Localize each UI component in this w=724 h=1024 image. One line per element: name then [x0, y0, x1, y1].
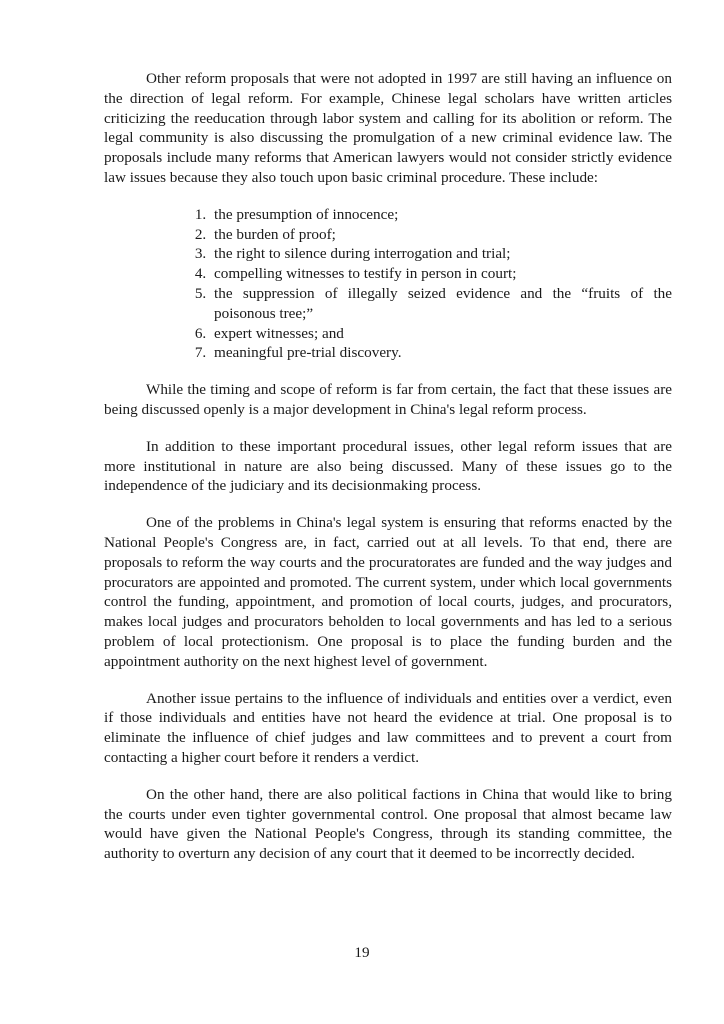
- paragraph-verdict-influence: Another issue pertains to the influence of individuals and entities over a verdict, even if those individuals and entities have not heard the evidence at trial. One proposal is to eliminate the influence of chief judges and law committees and to prevent a court from contacting a higher court before it renders a verdict.: [104, 689, 672, 766]
- list-item: 3. the right to silence during interrogation and trial;: [210, 244, 672, 264]
- paragraph-timing-scope: While the timing and scope of reform is far from certain, the fact that these issues are being discussed openly is a major development in China's legal reform process.: [104, 381, 672, 418]
- paragraph-reform-proposals: Other reform proposals that were not adopted in 1997 are still having an influence on the direction of legal reform. For example, Chinese legal scholars have written articles criticizing the reeducation through labor system and calling for its abolition or reform. The legal community is also discussing the promulgation of a new criminal evidence law. The proposals include many reforms that American lawyers would not consider strictly evidence law issues because they also touch upon basic criminal procedure. These include:: [104, 70, 672, 186]
- paragraph-institutional-issues: In addition to these important procedural issues, other legal reform issues that are more institutional in nature are also being discussed. Many of these issues go to the independence of the judiciary and its decisionmaking process.: [104, 437, 672, 495]
- list-item: 6. expert witnesses; and: [210, 324, 672, 344]
- paragraph-political-factions: On the other hand, there are also political factions in China that would like to bring the courts under even tighter governmental control. One proposal that almost became law would have given the National People's Congress, through its standing committee, the authority to overturn any decision of any court that it deemed to be incorrectly decided.: [104, 785, 672, 863]
- list-item: 1. the presumption of innocence;: [210, 205, 672, 225]
- list-item: 2. the burden of proof;: [210, 225, 672, 245]
- list-item: 7. meaningful pre-trial discovery.: [210, 343, 672, 363]
- paragraph-local-protectionism: One of the problems in China's legal system is ensuring that reforms enacted by the National People's Congress are, in fact, carried out at all levels. To that end, there are proposals to reform the way courts and the procuratorates are funded and the way judges and procurators are appointed and promoted. The current system, under which local governments control the funding, appointment, and promotion of local courts, judges, and procurators, makes local judges and procurators beholden to local governments and has led to a serious problem of local protectionism. One proposal is to place the funding burden and the appointment authority on the next highest level of government.: [104, 514, 672, 670]
- page-body: [104, 69, 672, 881]
- list-item: 4. compelling witnesses to testify in person in court;: [210, 264, 672, 284]
- page-number: 19: [354, 944, 370, 961]
- evidence-reform-list: [104, 205, 672, 363]
- list-item: 5. the suppression of illegally seized evidence and the “fruits of the poisonous tree;”: [210, 284, 672, 324]
